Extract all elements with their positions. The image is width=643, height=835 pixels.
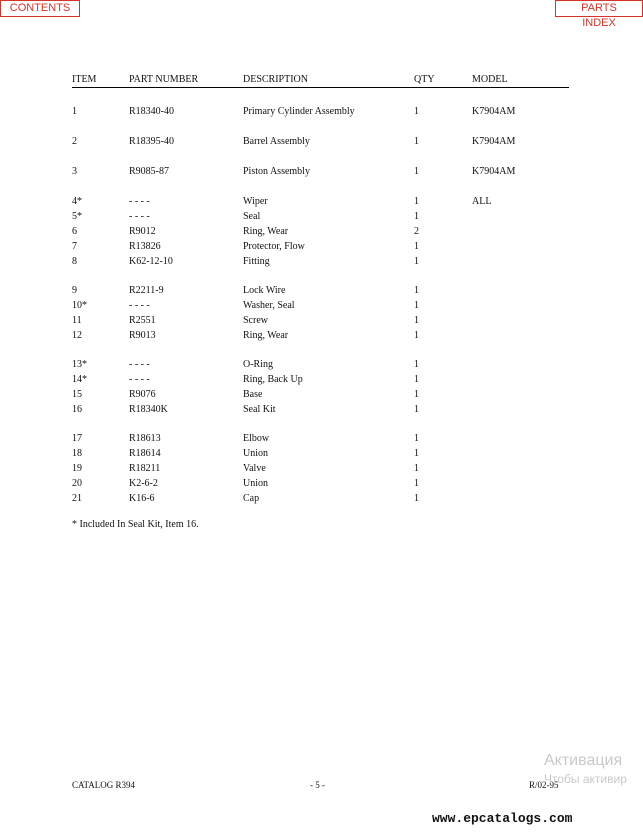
row-model: K7904AM (472, 106, 516, 117)
header-description: DESCRIPTION (243, 74, 309, 85)
revision-date: R/02-95 (529, 780, 559, 790)
row-description: Ring, Back Up (243, 374, 303, 385)
row-qty: 1 (414, 241, 419, 252)
row-part-number: - - - - (129, 374, 150, 385)
table-row (72, 462, 569, 477)
row-description: Elbow (243, 433, 270, 444)
catalog-number: CATALOG R394 (72, 780, 136, 790)
header-part-number: PART NUMBER (129, 74, 199, 85)
row-part-number: R18340K (129, 404, 168, 415)
row-part-number: R2551 (129, 315, 156, 326)
row-qty: 1 (414, 359, 419, 370)
row-item: 15 (72, 389, 82, 400)
row-description: Protector, Flow (243, 241, 305, 252)
row-part-number: K62-12-10 (129, 256, 173, 267)
row-part-number: - - - - (129, 359, 150, 370)
table-row (72, 329, 569, 344)
parts-table (72, 74, 569, 507)
site-url: www.epcatalogs.com (432, 811, 573, 826)
table-row (72, 210, 569, 225)
row-description: Seal (243, 211, 261, 222)
row-description: Ring, Wear (243, 330, 289, 341)
table-row (72, 165, 569, 180)
row-qty: 1 (414, 433, 419, 444)
row-description: Valve (243, 463, 266, 474)
table-header (72, 74, 569, 88)
row-model: ALL (472, 196, 492, 207)
table-row (72, 314, 569, 329)
row-qty: 1 (414, 448, 419, 459)
row-qty: 1 (414, 389, 419, 400)
row-part-number: K2-6-2 (129, 478, 158, 489)
table-row (72, 255, 569, 270)
row-description: Base (243, 389, 263, 400)
watermark-line-1: Активация (544, 752, 623, 769)
row-item: 18 (72, 448, 82, 459)
row-part-number: R9012 (129, 226, 156, 237)
watermark-line-2: Чтобы активир (544, 772, 627, 786)
row-item: 14* (72, 374, 87, 385)
row-model: K7904AM (472, 136, 516, 147)
row-qty: 2 (414, 226, 419, 237)
table-row (72, 477, 569, 492)
row-description: Union (243, 448, 268, 459)
row-description: Wiper (243, 196, 268, 207)
row-item: 11 (72, 315, 82, 326)
row-item: 17 (72, 433, 82, 444)
row-description: Union (243, 478, 268, 489)
row-qty: 1 (414, 106, 419, 117)
row-description: Screw (243, 315, 268, 326)
row-qty: 1 (414, 136, 419, 147)
row-part-number: R18613 (129, 433, 161, 444)
row-item: 5* (72, 211, 82, 222)
row-part-number: K16-6 (129, 493, 155, 504)
row-item: 3 (72, 166, 77, 177)
table-row (72, 373, 569, 388)
row-model: K7904AM (472, 166, 516, 177)
header-item: ITEM (72, 74, 97, 85)
row-item: 21 (72, 493, 82, 504)
row-qty: 1 (414, 315, 419, 326)
header-model: MODEL (472, 74, 508, 85)
row-item: 4* (72, 196, 82, 207)
table-row (72, 447, 569, 462)
row-part-number: R18340-40 (129, 106, 174, 117)
row-item: 16 (72, 404, 82, 415)
row-item: 9 (72, 285, 77, 296)
row-part-number: R18614 (129, 448, 161, 459)
table-row (72, 105, 569, 120)
row-description: Cap (243, 493, 260, 504)
row-description: Primary Cylinder Assembly (243, 106, 355, 117)
row-description: Lock Wire (243, 285, 286, 296)
table-row (72, 284, 569, 299)
row-part-number: - - - - (129, 211, 150, 222)
table-row (72, 358, 569, 373)
row-description: Fitting (243, 256, 270, 267)
contents-button[interactable]: CONTENTS (0, 0, 80, 17)
footnote: * Included In Seal Kit, Item 16. (72, 519, 199, 530)
row-description: Washer, Seal (243, 300, 295, 311)
row-qty: 1 (414, 196, 419, 207)
row-item: 7 (72, 241, 77, 252)
row-qty: 1 (414, 256, 419, 267)
row-qty: 1 (414, 404, 419, 415)
table-row (72, 195, 569, 210)
row-qty: 1 (414, 330, 419, 341)
table-body (72, 105, 569, 507)
table-row (72, 388, 569, 403)
row-qty: 1 (414, 463, 419, 474)
row-part-number: - - - - (129, 300, 150, 311)
activation-watermark (544, 752, 627, 786)
row-description: Seal Kit (243, 404, 276, 415)
page-number: - 5 - (310, 780, 325, 790)
row-part-number: R9013 (129, 330, 156, 341)
row-item: 12 (72, 330, 82, 341)
row-part-number: R2211-9 (129, 285, 164, 296)
row-item: 2 (72, 136, 77, 147)
row-description: O-Ring (243, 359, 273, 370)
row-description: Barrel Assembly (243, 136, 310, 147)
row-part-number: R18395-40 (129, 136, 174, 147)
row-item: 20 (72, 478, 82, 489)
header-qty: QTY (414, 74, 435, 85)
row-item: 13* (72, 359, 87, 370)
row-qty: 1 (414, 285, 419, 296)
row-qty: 1 (414, 374, 419, 385)
table-row (72, 403, 569, 418)
table-row (72, 299, 569, 314)
row-qty: 1 (414, 493, 419, 504)
row-item: 1 (72, 106, 77, 117)
row-item: 8 (72, 256, 77, 267)
row-description: Piston Assembly (243, 166, 310, 177)
table-row (72, 240, 569, 255)
row-part-number: R9076 (129, 389, 156, 400)
row-item: 10* (72, 300, 87, 311)
table-row (72, 225, 569, 240)
row-item: 19 (72, 463, 82, 474)
row-description: Ring, Wear (243, 226, 289, 237)
row-part-number: R18211 (129, 463, 161, 474)
row-part-number: R9085-87 (129, 166, 169, 177)
row-part-number: R13826 (129, 241, 161, 252)
row-part-number: - - - - (129, 196, 150, 207)
table-row (72, 135, 569, 150)
row-qty: 1 (414, 166, 419, 177)
row-item: 6 (72, 226, 77, 237)
table-row (72, 492, 569, 507)
row-qty: 1 (414, 211, 419, 222)
row-qty: 1 (414, 300, 419, 311)
table-row (72, 432, 569, 447)
row-qty: 1 (414, 478, 419, 489)
parts-index-button[interactable]: PARTS INDEX (555, 0, 643, 17)
